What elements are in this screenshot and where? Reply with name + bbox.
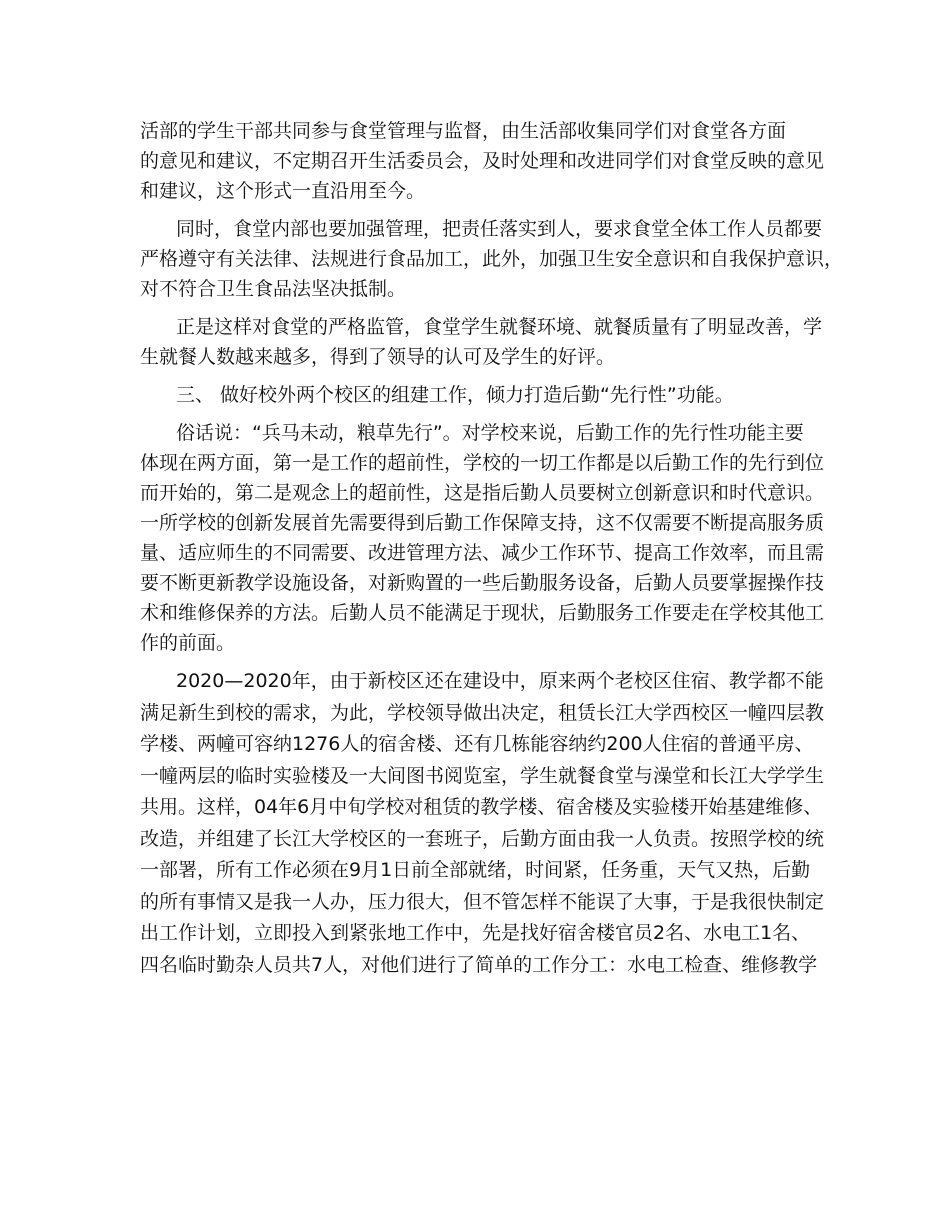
text-line: 而开始的，第二是观念上的超前性，这是指后勤人员要树立创新意识和时代意识。 bbox=[140, 482, 825, 504]
text-line: 体现在两方面，第一是工作的超前性，学校的一切工作都是以后勤工作的先行到位 bbox=[140, 452, 825, 474]
text-line: 满足新生到校的需求，为此，学校领导做出决定，租赁长江大学西校区一幢四层教 bbox=[140, 701, 825, 724]
text-line: 的所有事情又是我一人办，压力很大，但不管怎样不能误了大事，于是我很快制定 bbox=[140, 890, 825, 913]
section-heading bbox=[140, 380, 820, 410]
text-line: 严格遵守有关法律、法规进行食品加工，此外，加强卫生安全意识和自我保护意识， bbox=[140, 248, 844, 270]
text-line: 要不断更新教学设施设备，对新购置的一些后勤服务设备，后勤人员要掌握操作技 bbox=[140, 572, 825, 594]
text-line: 同时，食堂内部也要加强管理，把责任落实到人，要求食堂全体工作人员都要 bbox=[176, 218, 823, 240]
paragraph-3 bbox=[140, 312, 823, 372]
text-line: 正是这样对食堂的严格监管，食堂学生就餐环境、就餐质量有了明显改善，学 bbox=[176, 316, 823, 338]
text-line: 生就餐人数越来越多，得到了领导的认可及学生的好评。 bbox=[140, 346, 616, 368]
heading-line: 三、 做好校外两个校区的组建工作，倾力打造后勤“先行性”功能。 bbox=[176, 384, 734, 406]
text-line: 四名临时勤杂人员共7人，对他们进行了简单的工作分工：水电工检查、维修教学 bbox=[140, 953, 818, 976]
text-line: 学楼、两幢可容纳1276人的宿舍楼、还有几栋能容纳约200人住宿的普通平房、 bbox=[140, 733, 814, 755]
paragraph-6 bbox=[140, 666, 825, 981]
text-line: 一幢两层的临时实验楼及一大间图书阅览室，学生就餐食堂与澡堂和长江大学学生 bbox=[140, 764, 825, 787]
text-line: 一部署，所有工作必须在9月1日前全部就绪，时间紧，任务重，天气又热，后勤 bbox=[140, 859, 811, 881]
paragraph-1 bbox=[140, 116, 825, 206]
text-line: 活部的学生干部共同参与食堂管理与监督，由生活部收集同学们对食堂各方面 bbox=[140, 120, 787, 142]
text-line: 量、适应师生的不同需要、改进管理方法、减少工作环节、提高工作效率，而且需 bbox=[140, 542, 825, 564]
paragraph-5 bbox=[140, 418, 825, 658]
text-line: 作的前面。 bbox=[140, 632, 236, 654]
paragraph-2 bbox=[140, 214, 844, 304]
text-line: 出工作计划，立即投入到紧张地工作中，先是找好宿舍楼官员2名、水电工1名、 bbox=[140, 922, 811, 944]
text-line: 改造，并组建了长江大学校区的一套班子，后勤方面由我一人负责。按照学校的统 bbox=[140, 827, 825, 850]
text-line: 2020—2020年，由于新校区还在建设中，原来两个老校区住宿、教学都不能 bbox=[176, 670, 824, 692]
text-line: 的意见和建议，不定期召开生活委员会，及时处理和改进同学们对食堂反映的意见 bbox=[140, 150, 825, 172]
text-line: 和建议，这个形式一直沿用至今。 bbox=[140, 180, 426, 202]
text-line: 术和维修保养的方法。后勤人员不能满足于现状，后勤服务工作要走在学校其他工 bbox=[140, 602, 825, 624]
text-line: 对不符合卫生食品法坚决抵制。 bbox=[140, 278, 407, 300]
document-body bbox=[140, 116, 844, 989]
text-line: 共用。这样，04年6月中旬学校对租赁的教学楼、宿舍楼及实验楼开始基建维修、 bbox=[140, 796, 823, 818]
text-line: 俗话说：“兵马未动，粮草先行”。对学校来说，后勤工作的先行性功能主要 bbox=[176, 422, 804, 444]
text-line: 一所学校的创新发展首先需要得到后勤工作保障支持，这不仅需要不断提高服务质 bbox=[140, 512, 825, 534]
